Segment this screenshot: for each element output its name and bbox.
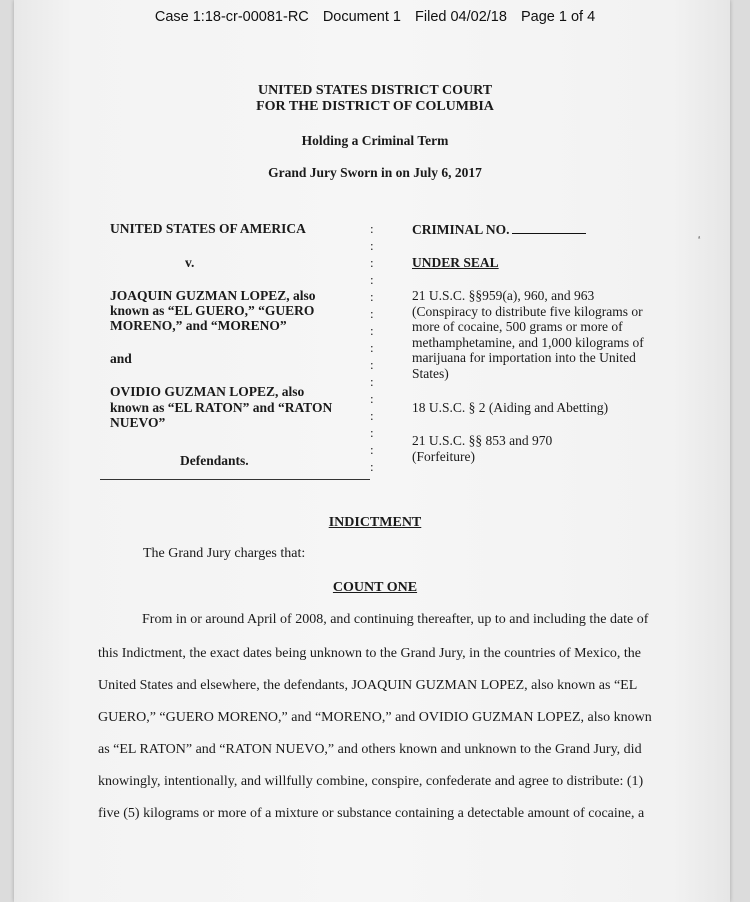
defendant-2-line-3: NUEVO” bbox=[110, 415, 166, 430]
versus: v. bbox=[185, 255, 195, 270]
statute-1-line-1: 21 U.S.C. §§959(a), 960, and 963 bbox=[412, 288, 595, 303]
body-line-4: GUERO,” “GUERO MORENO,” and “MORENO,” and OVIDIO GUZMAN LOPEZ, also known bbox=[98, 710, 652, 725]
defendant-2-line-2: known as “EL RATON” and “RATON bbox=[110, 400, 333, 415]
body-line-5: as “EL RATON” and “RATON NUEVO,” and others known and unknown to the Grand Jury, did bbox=[98, 742, 642, 757]
filed-date: Filed 04/02/18 bbox=[415, 9, 507, 25]
statute-2: 18 U.S.C. § 2 (Aiding and Abetting) bbox=[412, 400, 609, 415]
body-line-2: this Indictment, the exact dates being unknown to the Grand Jury, in the countries of Mexico, the bbox=[98, 646, 642, 661]
statute-1-line-4: methamphetamine, and 1,000 kilograms of bbox=[412, 334, 644, 350]
statute-1-line-6: States) bbox=[412, 365, 449, 381]
body-line-1: From in or around April of 2008, and continuing thereafter, up to and including the date of bbox=[142, 612, 649, 627]
body-line-3: United States and elsewhere, the defendants, JOAQUIN GUZMAN LOPEZ, also known as “EL bbox=[98, 678, 638, 693]
statute-1-line-2: (Conspiracy to distribute five kilograms or bbox=[412, 303, 643, 319]
scan-mark: ᵃ bbox=[698, 233, 701, 243]
criminal-number-label: CRIMINAL NO. bbox=[412, 222, 510, 237]
case-number: Case 1:18-cr-00081-RC bbox=[154, 9, 309, 25]
criminal-number-blank bbox=[512, 221, 586, 234]
page-number: Page 1 of 4 bbox=[520, 9, 596, 25]
defendant-2-line-1: OVIDIO GUZMAN LOPEZ, also bbox=[110, 384, 305, 399]
court-name: UNITED STATES DISTRICT COURT bbox=[257, 83, 493, 98]
defendant-1-line-1: JOAQUIN GUZMAN LOPEZ, also bbox=[110, 288, 316, 303]
statute-3-line-2: (Forfeiture) bbox=[412, 448, 475, 464]
defendant-1-line-2: known as “EL GUERO,” “GUERO bbox=[110, 303, 315, 318]
body-line-7: five (5) kilograms or more of a mixture or substance containing a detectable amount of cocaine, a bbox=[98, 806, 645, 821]
defendants-label: Defendants. bbox=[180, 453, 249, 468]
document-number: Document 1 bbox=[322, 9, 401, 25]
and-label: and bbox=[110, 351, 132, 366]
ecf-header bbox=[0, 9, 750, 25]
grand-jury-sworn: Grand Jury Sworn in on July 6, 2017 bbox=[268, 165, 482, 180]
statute-1-line-3: more of cocaine, 500 grams or more of bbox=[412, 319, 623, 334]
statute-1-line-5: marijuana for importation into the United bbox=[412, 350, 636, 365]
criminal-term: Holding a Criminal Term bbox=[301, 133, 449, 148]
plaintiff-name: UNITED STATES OF AMERICA bbox=[110, 221, 306, 236]
indictment-title: INDICTMENT bbox=[328, 515, 422, 530]
grand-jury-charges: The Grand Jury charges that: bbox=[143, 546, 306, 561]
count-one-title: COUNT ONE bbox=[332, 580, 418, 595]
court-district: FOR THE DISTRICT OF COLUMBIA bbox=[256, 99, 494, 114]
body-line-6: knowingly, intentionally, and willfully combine, conspire, confederate and agree to distribute: (1) bbox=[98, 774, 644, 789]
statute-3-line-1: 21 U.S.C. §§ 853 and 970 bbox=[412, 433, 553, 448]
criminal-number bbox=[412, 221, 586, 238]
caption-rule bbox=[100, 479, 370, 480]
defendant-1-line-3: MORENO,” and “MORENO” bbox=[110, 318, 287, 333]
under-seal: UNDER SEAL bbox=[412, 255, 499, 270]
